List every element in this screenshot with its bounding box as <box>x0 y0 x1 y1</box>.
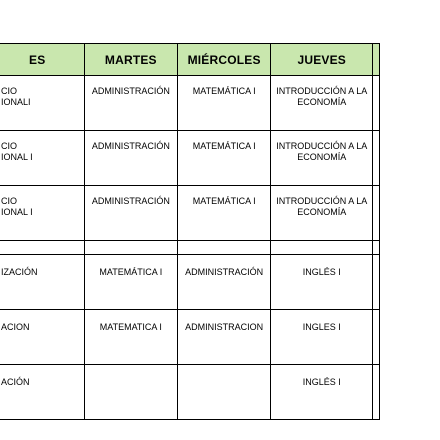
cell-miercoles <box>178 241 271 255</box>
cell-miercoles: MATEMÁTICA I <box>178 76 271 131</box>
cell-martes: ADMINISTRACIÓN <box>84 131 178 186</box>
cell-line: CIO <box>1 196 18 206</box>
table-row <box>0 76 380 131</box>
cell-lunes: IZACIÓN <box>0 255 84 310</box>
cell-line: ECONOMÍA <box>297 97 347 107</box>
cell-jueves: INGLÉS I <box>271 365 373 420</box>
cell-viernes <box>373 76 380 131</box>
cell-martes <box>84 241 178 255</box>
cell-viernes <box>373 241 380 255</box>
table-row <box>0 310 380 365</box>
header-miercoles: MIÉRCOLES <box>178 44 271 76</box>
cell-line: ECONOMÍA <box>297 207 347 217</box>
cell-viernes <box>373 255 380 310</box>
table-row <box>0 365 380 420</box>
cell-miercoles: MATEMÁTICA I <box>178 186 271 241</box>
cell-jueves <box>271 186 373 241</box>
header-jueves: JUEVES <box>271 44 373 76</box>
cell-line: INTRODUCCIÓN A LA <box>276 141 368 151</box>
cell-miercoles: ADMINISTRACIÓN <box>178 255 271 310</box>
cell-martes: MATEMÁTICA I <box>84 255 178 310</box>
header-row <box>0 44 380 76</box>
cell-viernes <box>373 310 380 365</box>
cell-jueves: INGLES I <box>271 310 373 365</box>
cell-martes: ADMINISTRACIÓN <box>84 186 178 241</box>
cell-jueves <box>271 131 373 186</box>
cell-jueves: INGLÉS I <box>271 255 373 310</box>
cell-miercoles: MATEMÁTICA I <box>178 131 271 186</box>
cell-miercoles: ADMINISTRACION <box>178 310 271 365</box>
cell-line: IONALI <box>1 97 31 107</box>
cell-viernes <box>373 131 380 186</box>
header-lunes: ES <box>0 44 84 76</box>
cell-line: ECONOMÍA <box>297 152 347 162</box>
cell-line: INTRODUCCIÓN A LA <box>276 196 368 206</box>
cell-lunes <box>0 76 84 131</box>
cell-lunes <box>0 186 84 241</box>
cell-lunes <box>0 241 84 255</box>
cell-martes: MATEMATICA I <box>84 310 178 365</box>
cell-lunes: ACION <box>0 310 84 365</box>
table-row <box>0 186 380 241</box>
cell-viernes <box>373 365 380 420</box>
table-row <box>0 255 380 310</box>
schedule-table <box>0 43 380 420</box>
cell-line: CIO <box>1 86 18 96</box>
cell-martes <box>84 365 178 420</box>
cell-martes: ADMINISTRACIÓN <box>84 76 178 131</box>
cell-jueves <box>271 76 373 131</box>
cell-lunes <box>0 131 84 186</box>
header-martes: MARTES <box>84 44 178 76</box>
cell-line: CIO <box>1 141 18 151</box>
cell-viernes <box>373 186 380 241</box>
cell-jueves <box>271 241 373 255</box>
cell-lunes: ACIÓN <box>0 365 84 420</box>
cell-line: IONAL I <box>1 207 33 217</box>
table-row <box>0 131 380 186</box>
cell-line: IONAL I <box>1 152 33 162</box>
header-viernes <box>373 44 380 76</box>
cell-miercoles <box>178 365 271 420</box>
cell-line: INTRODUCCIÓN A LA <box>276 86 368 96</box>
separator-row <box>0 241 380 255</box>
